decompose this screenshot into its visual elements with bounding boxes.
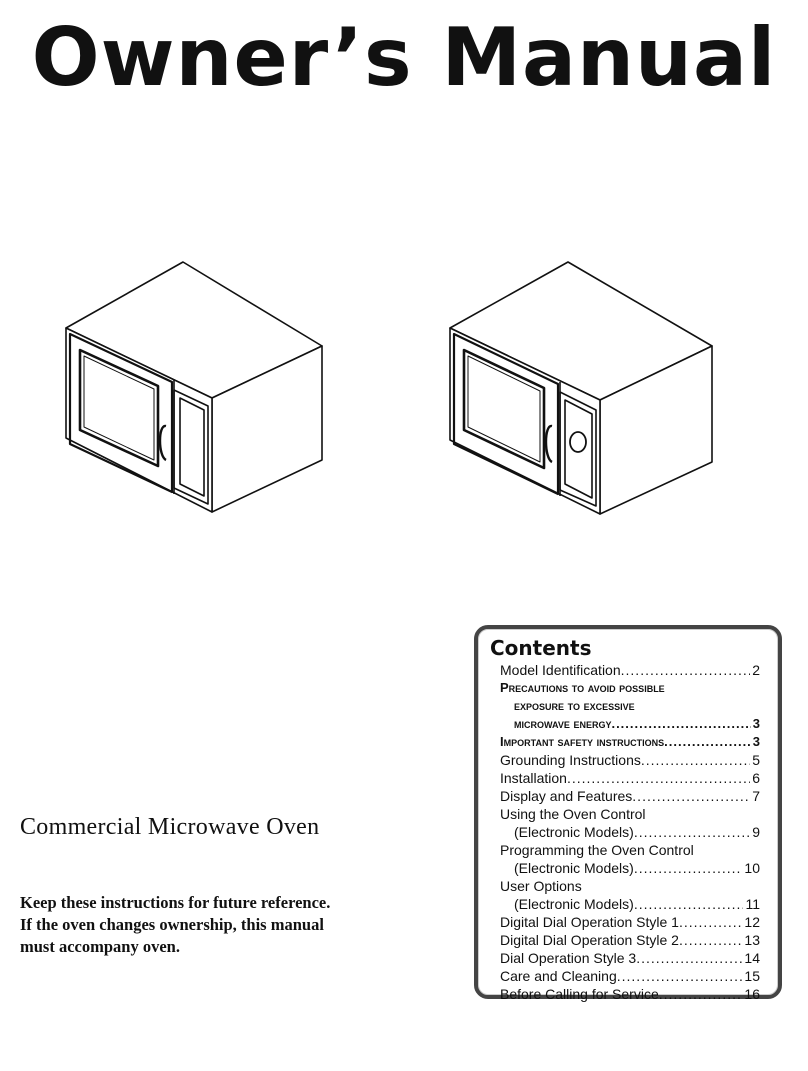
toc-entry-page: 6 bbox=[752, 770, 760, 786]
toc-entry-text: Before Calling for Service bbox=[500, 986, 659, 1002]
toc-entry-page bbox=[758, 877, 760, 895]
toc-entry-text: Using the Oven Control bbox=[500, 806, 646, 822]
toc-entry[interactable] bbox=[500, 805, 760, 823]
toc-entry[interactable] bbox=[500, 697, 760, 715]
toc-entry-text: Precautions to avoid possible bbox=[500, 680, 665, 695]
toc-entry[interactable] bbox=[500, 823, 760, 841]
toc-entry[interactable] bbox=[500, 967, 760, 985]
toc-entry-text: (Electronic Models) bbox=[514, 824, 634, 840]
toc-entry-text: microwave energy bbox=[514, 716, 612, 731]
reference-line: If the oven changes ownership, this manual bbox=[20, 915, 324, 934]
toc-entry[interactable] bbox=[500, 733, 760, 751]
toc-entry-text: Dial Operation Style 3 bbox=[500, 950, 637, 966]
toc-entry[interactable] bbox=[500, 931, 760, 949]
toc-entry-page: 10 bbox=[744, 860, 760, 876]
reference-note bbox=[20, 892, 380, 958]
toc-entry-page: 3 bbox=[752, 716, 760, 731]
page-title: Owner’s Manual bbox=[31, 11, 777, 104]
microwave-right-illustration bbox=[450, 262, 712, 514]
toc-entry-page: 9 bbox=[752, 824, 760, 840]
reference-line: must accompany oven. bbox=[20, 937, 180, 956]
microwave-illustrations bbox=[0, 250, 808, 540]
toc-entry-page: 2 bbox=[752, 662, 760, 678]
toc-entry-text: Model Identification bbox=[500, 662, 621, 678]
toc-entry[interactable] bbox=[500, 985, 760, 1003]
contents-panel bbox=[474, 625, 782, 1002]
toc-entry-page: 5 bbox=[752, 752, 760, 768]
toc-entry-text: Digital Dial Operation Style 1 bbox=[500, 914, 679, 930]
toc-entry-page bbox=[758, 805, 760, 823]
toc-entry-page: 16 bbox=[744, 986, 760, 1002]
toc-entry-text: Grounding Instructions bbox=[500, 752, 641, 768]
toc-entry-text: Digital Dial Operation Style 2 bbox=[500, 932, 679, 948]
toc-entry-page: 7 bbox=[752, 788, 760, 804]
toc-entry-text: Care and Cleaning bbox=[500, 968, 617, 984]
reference-line: Keep these instructions for future reference. bbox=[20, 893, 331, 912]
toc-entry-page bbox=[758, 679, 760, 697]
toc-entry-text: Installation bbox=[500, 770, 567, 786]
toc-entry-text: Programming the Oven Control bbox=[500, 842, 694, 858]
toc-entry-text: exposure to excessive bbox=[514, 698, 635, 713]
microwave-left-illustration bbox=[66, 262, 322, 512]
toc-entry-page: 14 bbox=[744, 950, 760, 966]
table-of-contents bbox=[500, 661, 760, 1003]
toc-entry-text: User Options bbox=[500, 878, 582, 894]
toc-entry-text: Display and Features bbox=[500, 788, 633, 804]
toc-entry[interactable] bbox=[500, 715, 760, 733]
toc-entry-page: 11 bbox=[745, 896, 760, 912]
toc-entry[interactable] bbox=[500, 859, 760, 877]
toc-entry[interactable] bbox=[500, 877, 760, 895]
toc-entry-text: Important safety instructions bbox=[500, 734, 665, 749]
toc-entry[interactable] bbox=[500, 661, 760, 679]
toc-entry[interactable] bbox=[500, 751, 760, 769]
toc-entry[interactable] bbox=[500, 769, 760, 787]
toc-entry-page: 13 bbox=[744, 932, 760, 948]
toc-entry-text: (Electronic Models) bbox=[514, 860, 634, 876]
toc-entry-page bbox=[758, 841, 760, 859]
toc-entry[interactable] bbox=[500, 679, 760, 697]
toc-entry-page: 12 bbox=[744, 914, 760, 930]
contents-heading: Contents bbox=[490, 636, 592, 660]
toc-entry-page: 15 bbox=[744, 968, 760, 984]
toc-entry[interactable] bbox=[500, 913, 760, 931]
toc-entry[interactable] bbox=[500, 949, 760, 967]
toc-entry-page: 3 bbox=[752, 734, 760, 749]
toc-entry-page bbox=[758, 697, 760, 715]
toc-entry[interactable] bbox=[500, 895, 760, 913]
product-name: Commercial Microwave Oven bbox=[20, 814, 320, 840]
toc-entry-text: (Electronic Models) bbox=[514, 896, 634, 912]
toc-entry[interactable] bbox=[500, 841, 760, 859]
toc-entry[interactable] bbox=[500, 787, 760, 805]
